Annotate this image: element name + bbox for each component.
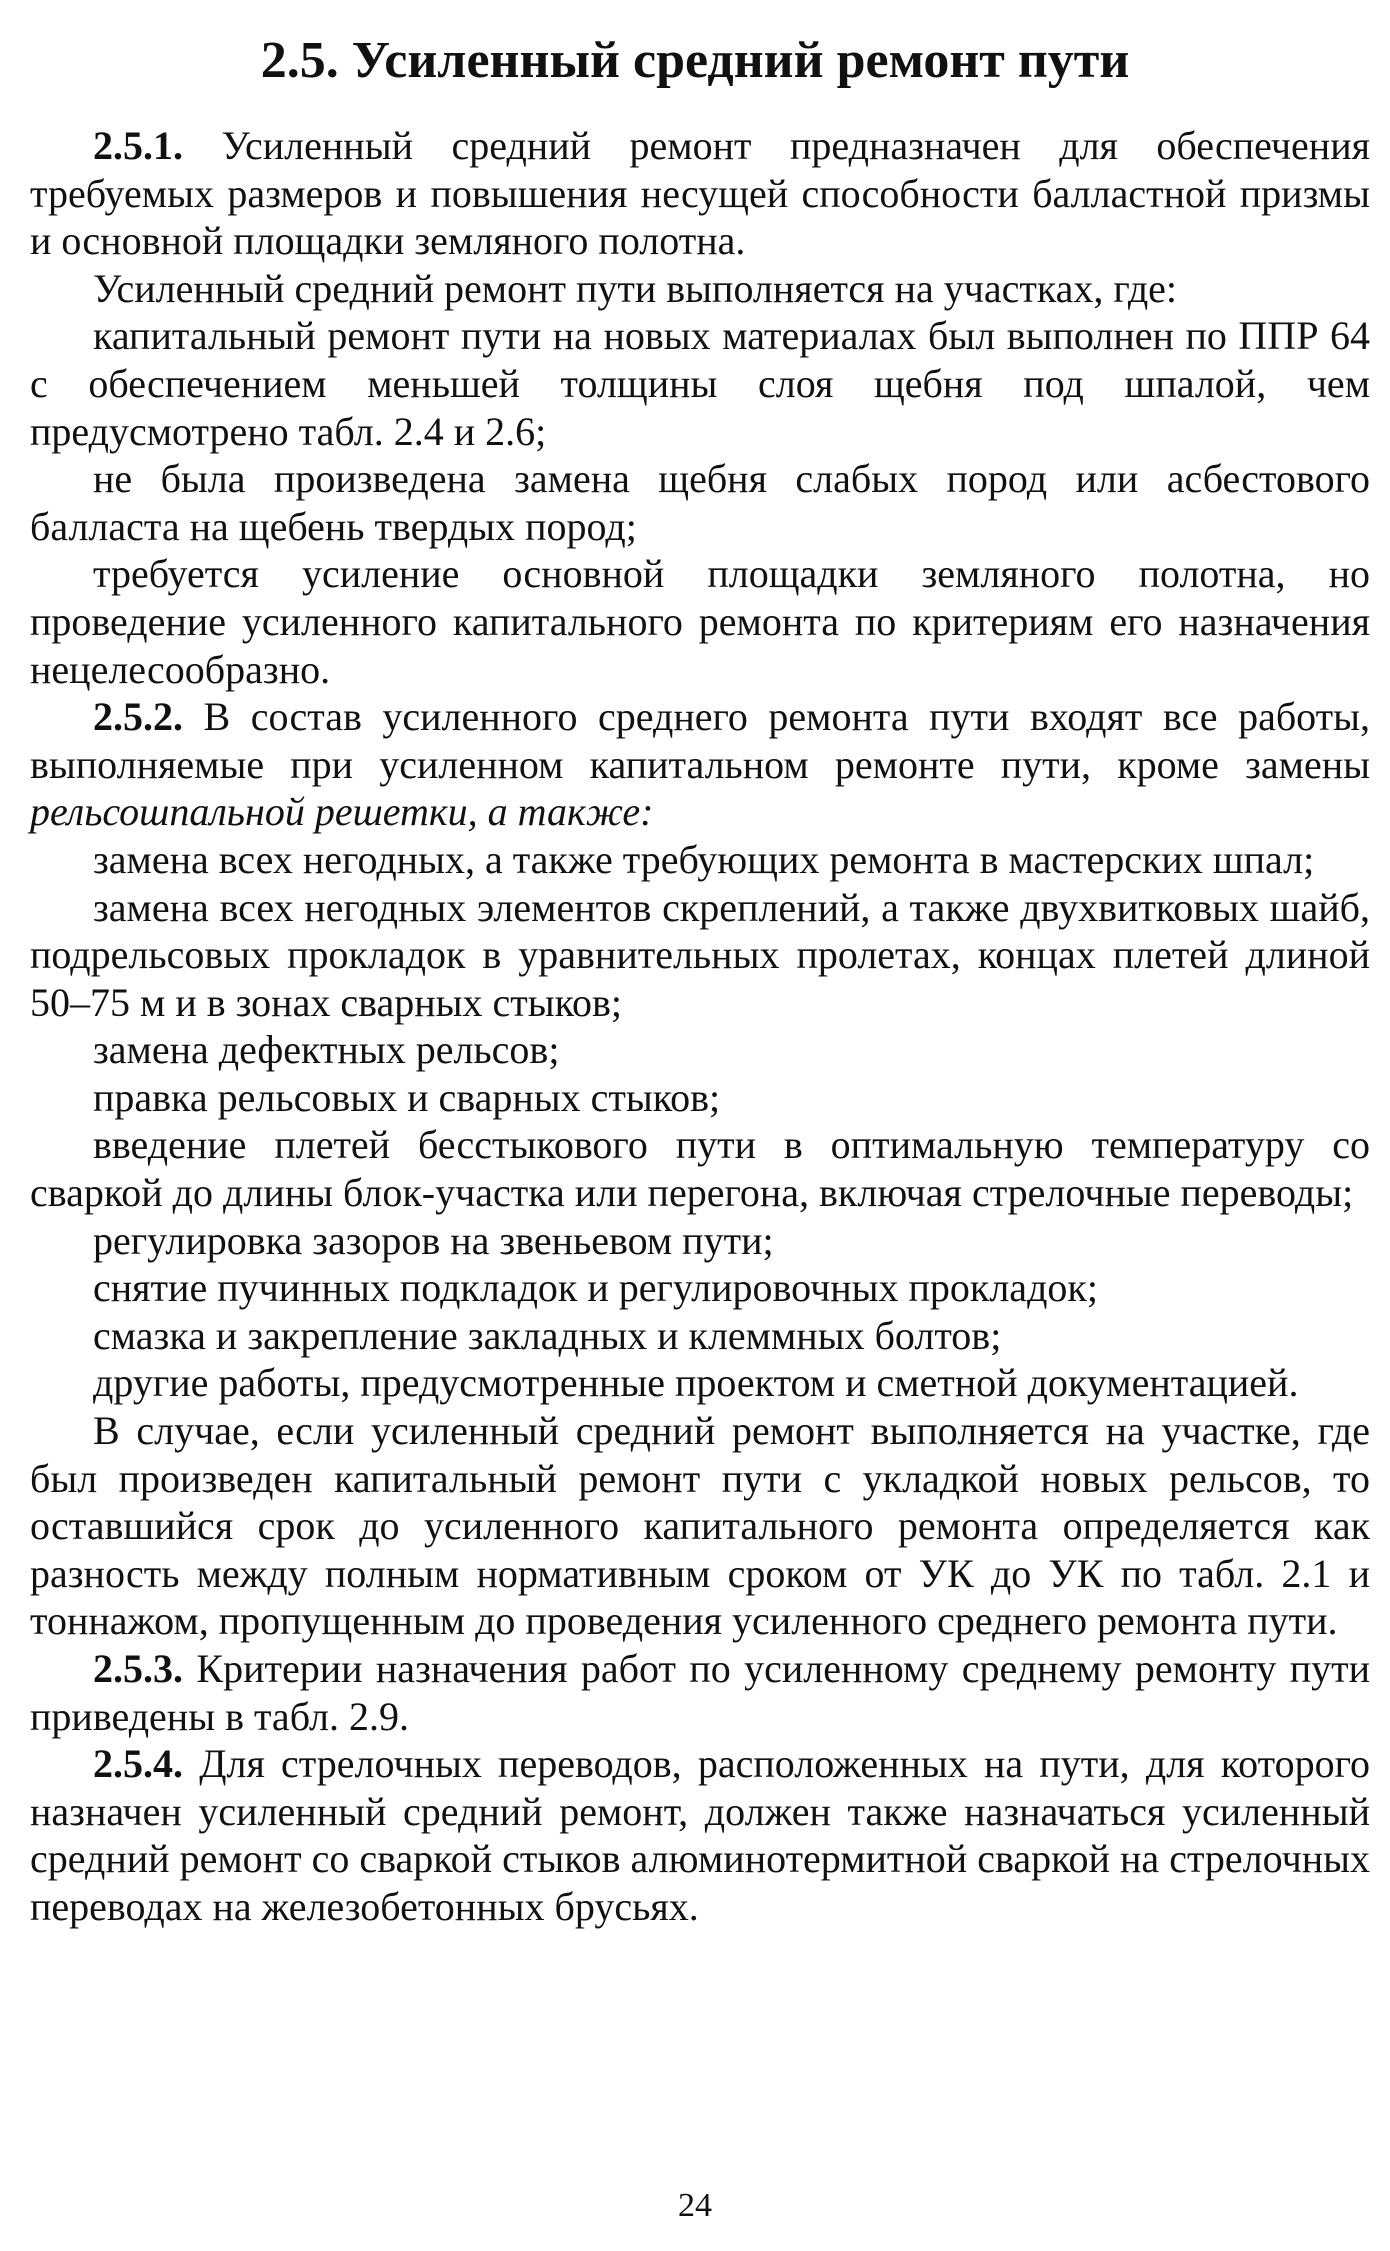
paragraph: Усиленный средний ремонт пути выполняется на участках, где:	[93, 265, 1178, 311]
clause-number: 2.5.4.	[93, 1741, 183, 1787]
list-item: смазка и закрепление закладных и клеммных болтов;	[93, 1312, 1002, 1358]
page-number: 24	[678, 2187, 712, 2224]
paragraph-text: Критерии назначения работ по усиленному среднему ремонту пути приведены в табл. 2.9.	[30, 1646, 1371, 1739]
list-item: замена дефектных рельсов;	[93, 1027, 560, 1073]
clause-number: 2.5.1.	[93, 123, 183, 168]
clause-number: 2.5.2.	[93, 694, 183, 740]
paragraph: В случае, если усиленный средний ремонт выполняется на участке, где был произведен капитальный ремонт пути с укладкой новых рельсов, то оставшийся срок до усиленного капитального ремонта определяется как разность между полным нормативным сроком от УК до УК по табл. 2.1 и тоннажом, пропущенным до проведения усиленного среднего ремонта пути.	[30, 1408, 1370, 1644]
body-text	[30, 122, 1370, 1931]
clause-number: 2.5.3.	[93, 1646, 183, 1691]
list-item: требуется усиление основной площадки земляного полотна, но проведение усиленного капитального ремонта по критериям его назначения нецелесообразно.	[30, 551, 1370, 692]
list-item: введение плетей бесстыкового пути в оптимальную температуру со сваркой до длины блок-участка или перегона, включая стрелочные переводы;	[30, 1122, 1370, 1216]
paragraph-2-5-2	[30, 693, 1370, 836]
list-item: регулировка зазоров на звеньевом пути;	[93, 1217, 774, 1263]
list-item: не была произведена замена щебня слабых пород или асбестового балласта на щебень твердых пород;	[30, 456, 1370, 549]
list-item: замена всех негодных элементов скреплений, а также двухвитковых шайб, подрельсовых прокладок в уравнительных пролетах, концах плетей длиной 50–75 м и в зонах сварных стыков;	[30, 884, 1370, 1025]
list-item: капитальный ремонт пути на новых материалах был выполнен по ППР 64 с обеспечением меньшей толщины слоя щебня под шпалой, чем предусмотрено табл. 2.4 и 2.6;	[30, 313, 1370, 454]
list-item: замена всех негодных, а также требующих ремонта в мастерских шпал;	[93, 836, 1315, 882]
paragraph-2-5-1	[30, 122, 1370, 265]
paragraph-text: Усиленный средний ремонт предназначен для обеспечения требуемых размеров и повышения несущей способности балластной призмы и основной площадки земляного полотна.	[30, 123, 1371, 264]
section-title: 2.5. Усиленный средний ремонт пути	[260, 32, 1130, 89]
list-item: другие работы, предусмотренные проектом и сметной документацией.	[93, 1360, 1299, 1406]
paragraph-text: В состав усиленного среднего ремонта пути входят все работы, выполняемые при усиленном капитальном ремонте пути, кроме замены	[30, 694, 1371, 787]
paragraph-2-5-3	[30, 1645, 1370, 1740]
list-item: снятие пучинных подкладок и регулировочных прокладок;	[93, 1265, 1098, 1311]
italic-text: рельсошпальной решетки, а также:	[30, 789, 654, 835]
paragraph-2-5-4	[30, 1740, 1370, 1930]
paragraph-text: Для стрелочных переводов, расположенных на пути, для которого назначен усиленный средний ремонт, должен также назначаться усиленный средний ремонт со сваркой стыков алюминотермитной сваркой на стрелочных переводах на железобетонных брусьях.	[30, 1741, 1370, 1929]
list-item: правка рельсовых и сварных стыков;	[93, 1074, 721, 1120]
